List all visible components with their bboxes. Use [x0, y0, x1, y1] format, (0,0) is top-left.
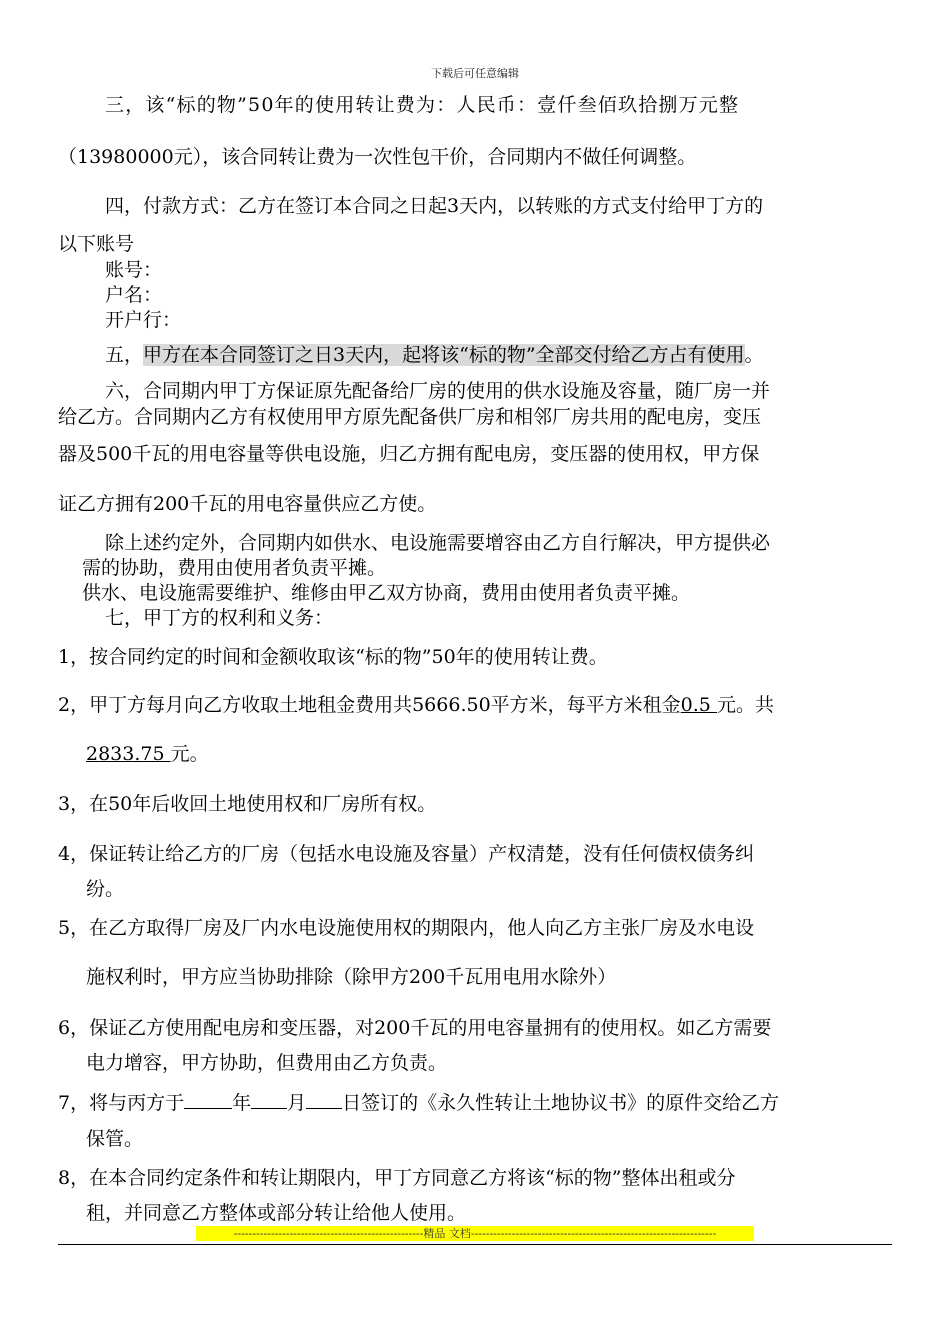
- supplement-line-1: 除上述约定外，合同期内如供水、电设施需要增容由乙方自行解决，甲方提供必: [105, 532, 771, 554]
- footer-watermark: ---------------------------------------------------精品 文档------------------------------------------------------------------: [196, 1226, 754, 1241]
- month-blank: [251, 1090, 287, 1109]
- item-7-text-a: 7，将与丙方于: [58, 1092, 185, 1114]
- clause-5-end: 。: [744, 344, 764, 366]
- item-8-line-2: 租，并同意乙方整体或部分转让给他人使用。: [86, 1202, 467, 1224]
- clause-6-line-3: 器及500千瓦的用电容量等供电设施，归乙方拥有配电房，变压器的使用权，甲方保: [58, 443, 760, 465]
- clause-3-line-2: （13980000元），该合同转让费为一次性包干价，合同期内不做任何调整。: [58, 146, 697, 168]
- item-4-line-2: 纷。: [86, 878, 125, 900]
- item-5-line-2: 施权利时，甲方应当协助排除（除甲方200千瓦用电用水除外）: [86, 966, 617, 988]
- item-6-line-1: 6，保证乙方使用配电房和变压器，对200千瓦的用电容量拥有的使用权。如乙方需要: [58, 1017, 772, 1039]
- item-7-month-label: 月: [287, 1092, 307, 1114]
- item-2-line-2: [86, 741, 920, 767]
- item-2-total: 2833.75: [86, 743, 171, 765]
- footer-rule: [58, 1244, 892, 1245]
- item-7-line-1: [58, 1090, 892, 1116]
- item-2-line-1: [58, 692, 892, 718]
- account-name-label: 户名：: [105, 284, 163, 306]
- year-blank: [184, 1090, 232, 1109]
- clause-6-line-4: 证乙方拥有200千瓦的用电容量供应乙方使。: [58, 493, 437, 515]
- item-4-line-1: 4，保证转让给乙方的厂房（包括水电设施及容量）产权清楚，没有任何债权债务纠: [58, 843, 755, 865]
- bank-label: 开户行：: [105, 309, 182, 331]
- item-2-total-unit: 元。: [170, 743, 209, 765]
- item-1: 1，按合同约定的时间和金额收取该“标的物”50年的使用转让费。: [58, 646, 608, 668]
- item-7-year-label: 年: [232, 1092, 252, 1114]
- clause-5-number: 五，: [105, 344, 144, 366]
- item-2-text-end: 元。共: [716, 694, 774, 716]
- item-2-rate: 0.5: [680, 694, 717, 716]
- clause-4-line-1: 四，付款方式：乙方在签订本合同之日起3天内，以转账的方式支付给甲丁方的: [105, 195, 764, 217]
- clause-7-heading: 七，甲丁方的权利和义务：: [105, 607, 334, 629]
- supplement-line-3: 供水、电设施需要维护、维修由甲乙双方协商，费用由使用者负责平摊。: [82, 582, 691, 604]
- page-header: 下载后可任意编辑: [431, 67, 519, 80]
- clause-4-line-2: 以下账号: [58, 233, 135, 255]
- item-7-text-d: 日签订的《永久性转让土地协议书》的原件交给乙方: [342, 1092, 780, 1114]
- item-8-line-1: 8，在本合同约定条件和转让期限内，甲丁方同意乙方将该“标的物”整体出租或分: [58, 1167, 736, 1189]
- clause-6-line-1: 六，合同期内甲丁方保证原先配备给厂房的使用的供水设施及容量，随厂房一并: [105, 380, 771, 402]
- supplement-line-2: 需的协助，费用由使用者负责平摊。: [82, 557, 387, 579]
- item-7-line-2: 保管。: [86, 1128, 144, 1150]
- clause-5-line: [105, 342, 900, 368]
- item-6-line-2: 电力增容，甲方协助，但费用由乙方负责。: [86, 1052, 448, 1074]
- item-3: 3，在50年后收回土地使用权和厂房所有权。: [58, 793, 437, 815]
- clause-6-line-2: 给乙方。合同期内乙方有权使用甲方原先配备供厂房和相邻厂房共用的配电房，变压: [58, 406, 762, 428]
- day-blank: [306, 1090, 342, 1109]
- clause-3-line-1: 三，该“标的物”50年的使用转让费为：人民币：壹仟叁佰玖拾捌万元整: [105, 94, 740, 116]
- item-2-text: 2，甲丁方每月向乙方收取土地租金费用共5666.50平方米，每平方米租金: [58, 694, 681, 716]
- clause-5-highlighted-text: 甲方在本合同签订之日3天内，起将该“标的物”全部交付给乙方占有使用: [143, 344, 745, 366]
- item-5-line-1: 5，在乙方取得厂房及厂内水电设施使用权的期限内，他人向乙方主张厂房及水电设: [58, 917, 755, 939]
- account-number-label: 账号：: [105, 259, 163, 281]
